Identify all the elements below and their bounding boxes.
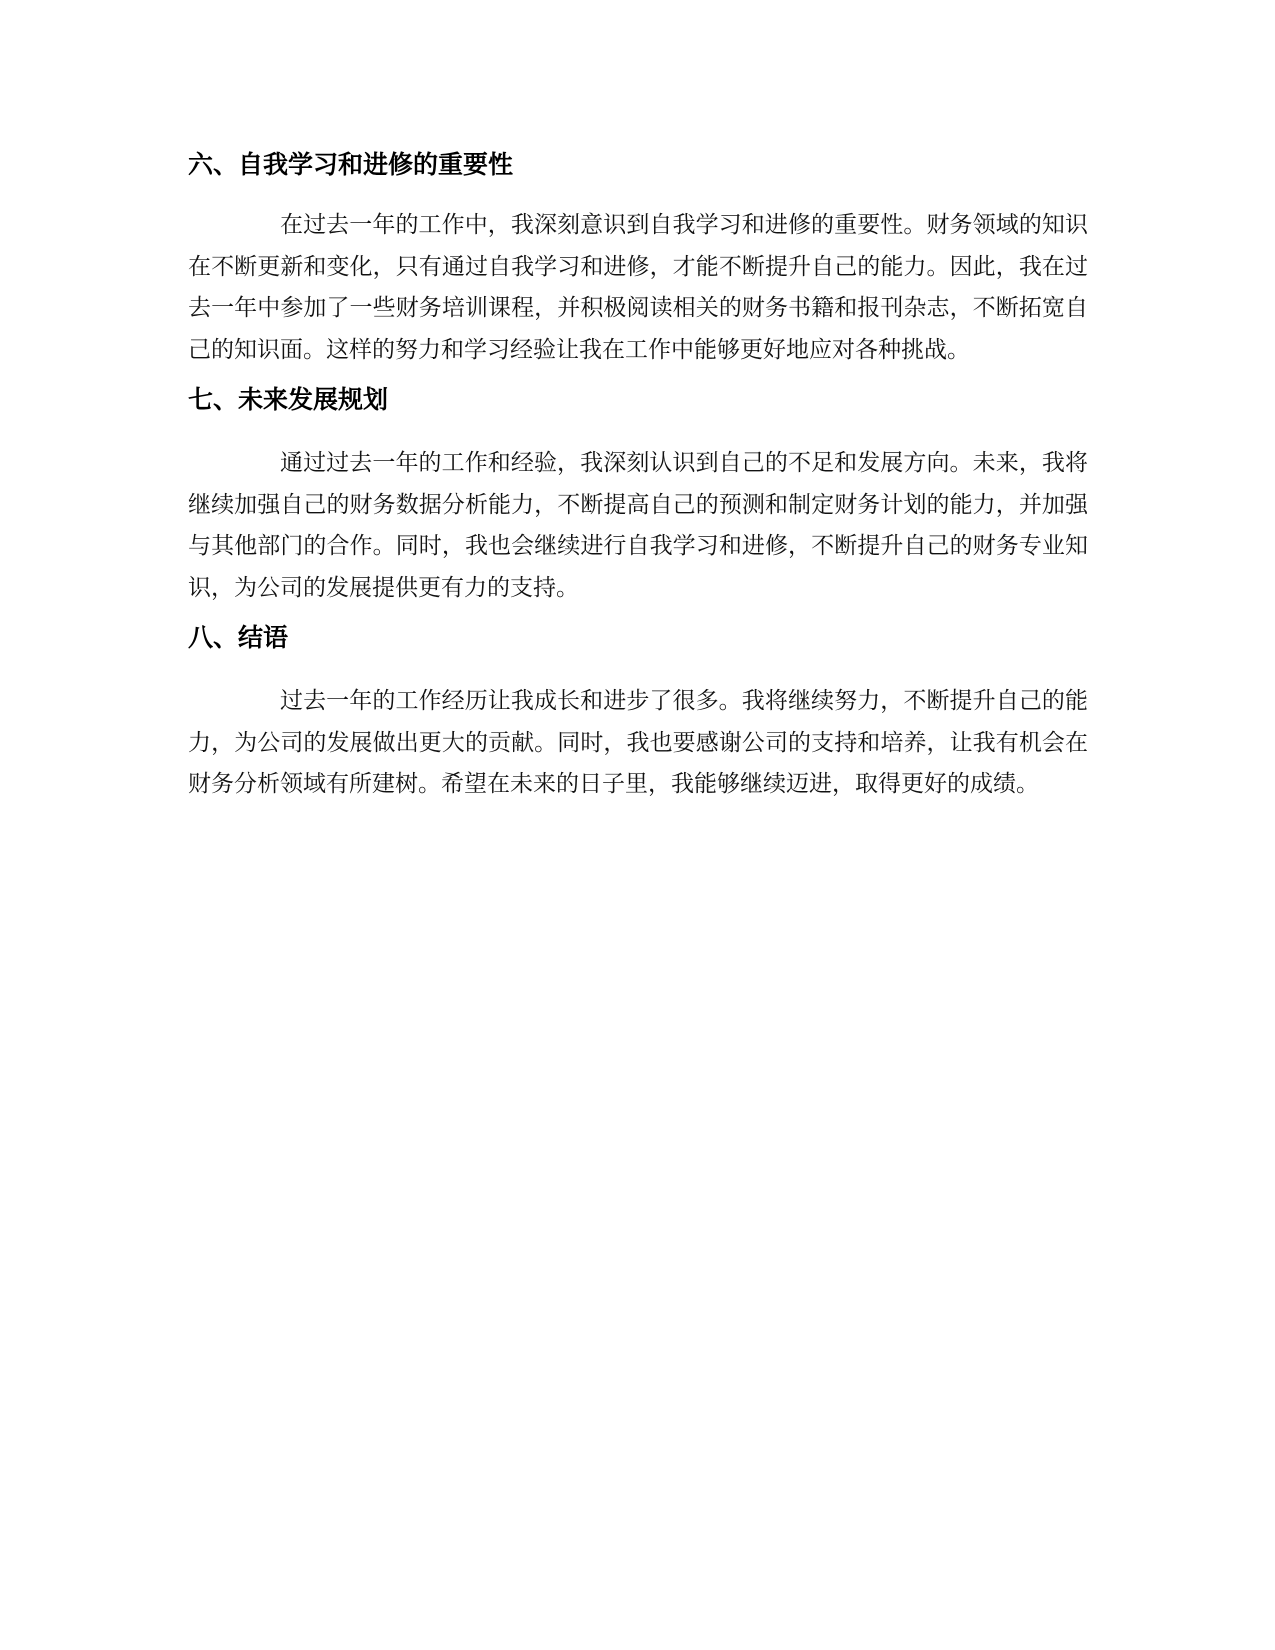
- section-heading-self-learning: 六、自我学习和进修的重要性: [188, 150, 514, 179]
- section-body-future-plan: 通过过去一年的工作和经验，我深刻认识到自己的不足和发展方向。未来，我将继续加强自己的财务数据分析能力，不断提高自己的预测和制定财务计划的能力，并加强与其他部门的合作。同时，我也会继续进行自我学习和进修，不断提升自己的财务专业知识，为公司的发展提供更有力的支持。: [188, 450, 1088, 601]
- section-body-conclusion: 过去一年的工作经历让我成长和进步了很多。我将继续努力，不断提升自己的能力，为公司的发展做出更大的贡献。同时，我也要感谢公司的支持和培养，让我有机会在财务分析领域有所建树。希望在未来的日子里，我能够继续迈进，取得更好的成绩。: [188, 688, 1088, 797]
- section-heading-conclusion: 八、结语: [188, 623, 289, 652]
- section-body-self-learning: 在过去一年的工作中，我深刻意识到自我学习和进修的重要性。财务领域的知识在不断更新和变化，只有通过自我学习和进修，才能不断提升自己的能力。因此，我在过去一年中参加了一些财务培训课程，并积极阅读相关的财务书籍和报刊杂志，不断拓宽自己的知识面。这样的努力和学习经验让我在工作中能够更好地应对各种挑战。: [188, 212, 1088, 363]
- document-content: [188, 148, 1088, 806]
- section-heading-future-plan: 七、未来发展规划: [188, 385, 389, 414]
